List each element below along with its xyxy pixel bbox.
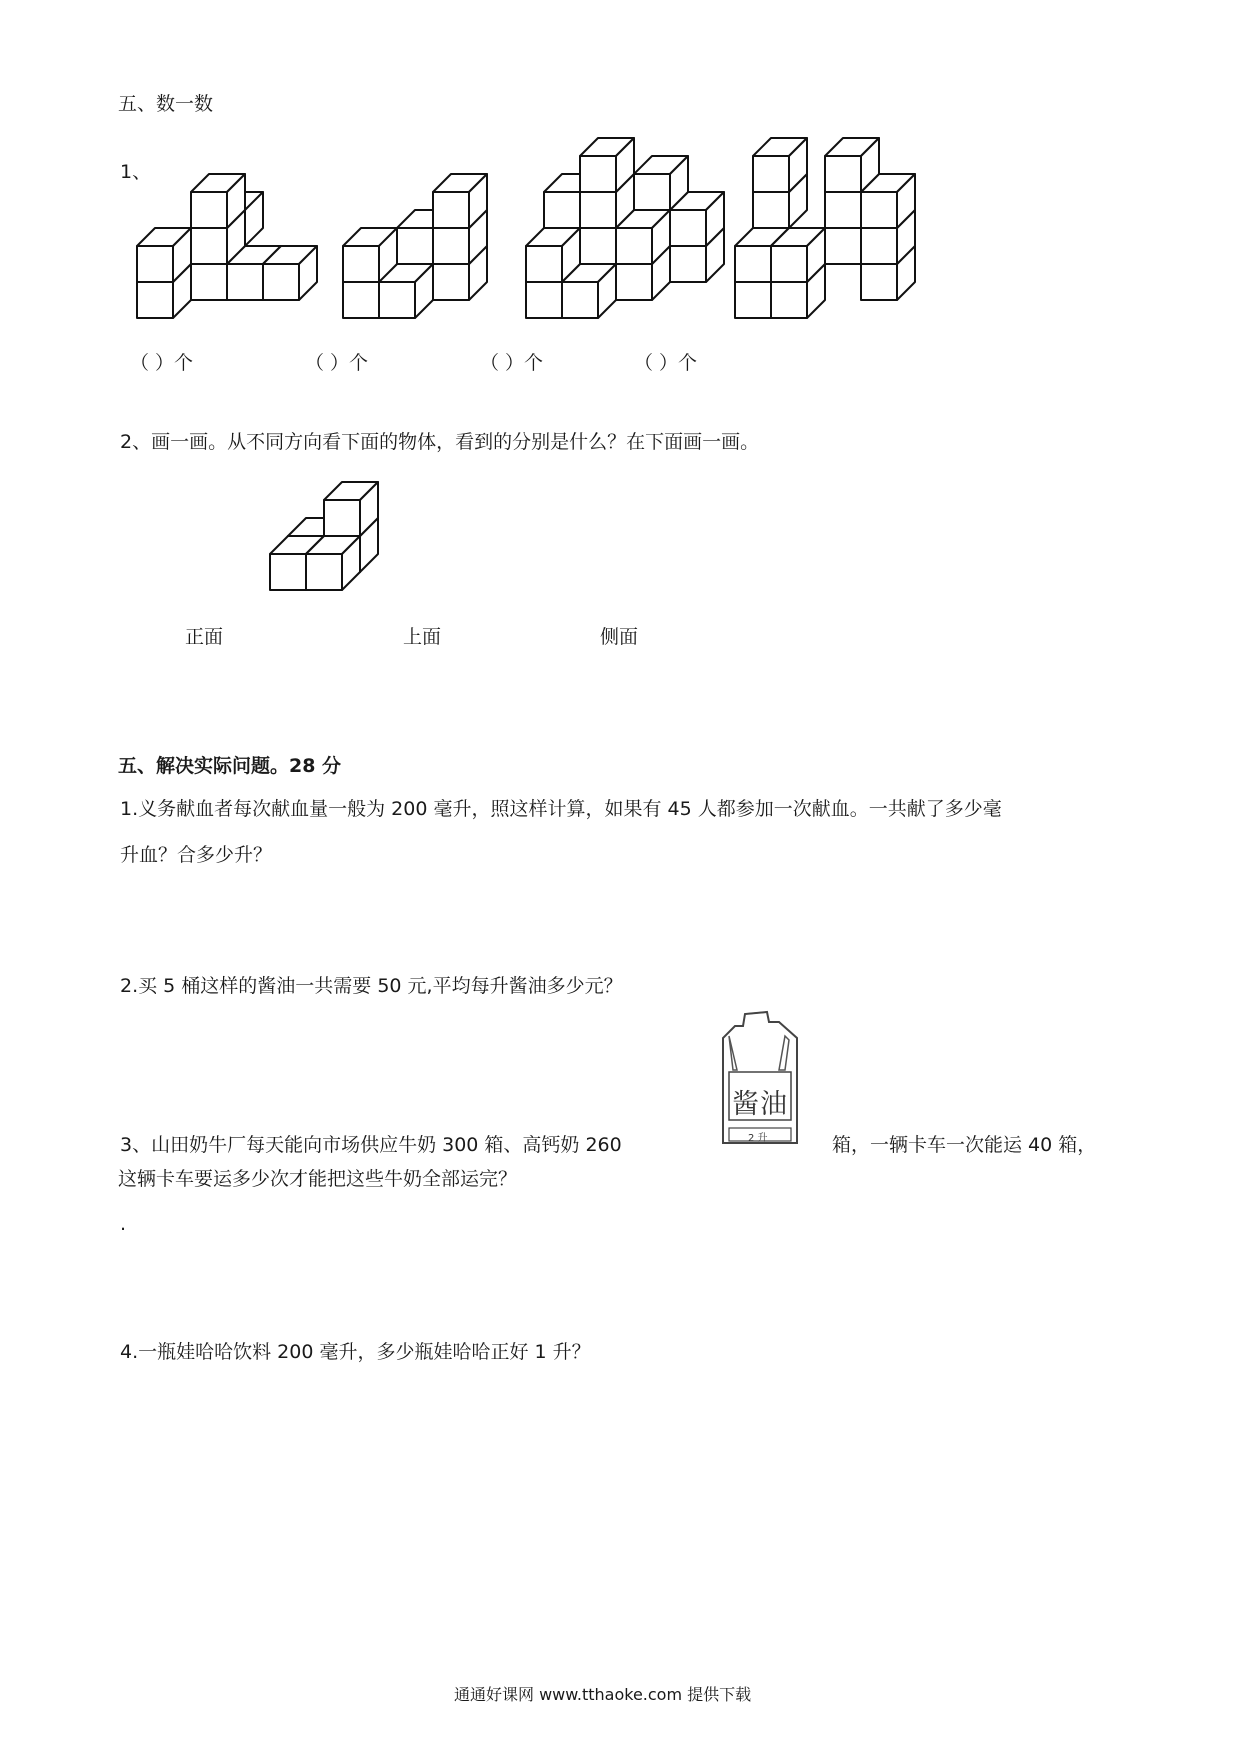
fig2-cube-5 — [343, 264, 397, 318]
view-label-top: 上面 — [403, 626, 442, 648]
footer-credit: 通通好课网 www.tthaoke.com 提供下载 — [454, 1685, 752, 1704]
fig4-cube-11 — [771, 228, 825, 282]
fig1-cube-3 — [263, 246, 317, 300]
fig2-cube-2 — [397, 210, 451, 264]
fig2-cube-1 — [433, 246, 487, 300]
section-problems-title: 五、解决实际问题。28 分 — [118, 755, 342, 777]
fig4-cube-1 — [825, 210, 879, 264]
fig4-cube-8 — [735, 264, 789, 318]
answer-blank-1: （ ）个 — [130, 352, 194, 374]
fig5-cube-4 — [306, 536, 360, 590]
fig2-cube-3 — [433, 210, 487, 264]
answer-blank-3: （ ）个 — [480, 352, 544, 374]
fig4-cube-7 — [825, 138, 879, 192]
bottle-label: 酱油 — [732, 1089, 788, 1120]
answer-blank-4: （ ）个 — [634, 352, 698, 374]
fig4-cube-6 — [753, 138, 807, 192]
fig3-cube-1 — [670, 192, 724, 246]
fig3-cube-6 — [544, 174, 598, 228]
problem-3-part-2: 箱，一辆卡车一次能运 40 箱， — [832, 1134, 1097, 1156]
problem-1-line-1: 1.义务献血者每次献血量一般为 200 毫升，照这样计算，如果有 45 人都参加一次献血。一共献了多少毫 — [120, 798, 1002, 820]
section-count-title: 五、数一数 — [118, 93, 214, 115]
fig2-cube-7 — [343, 228, 397, 282]
fig5-cube-2 — [324, 482, 378, 536]
fig1-cube-7 — [137, 228, 191, 282]
fig1-cube-5 — [191, 174, 245, 228]
bottle-icon — [715, 1008, 805, 1148]
problem-2-text: 2.买 5 桶这样的酱油一共需要 50 元,平均每升酱油多少元？ — [120, 975, 623, 997]
problem-1-line-2: 升血？合多少升？ — [120, 844, 273, 866]
fig3-cube-10 — [562, 264, 616, 318]
fig1-cube-0 — [209, 192, 263, 246]
bottle-volume: 2 升 — [748, 1133, 768, 1144]
view-label-front: 正面 — [185, 626, 224, 648]
fig1-cube-4 — [191, 210, 245, 264]
fig5-cube-3 — [270, 536, 324, 590]
fig4-cube-2 — [861, 210, 915, 264]
fig4-cube-5 — [861, 174, 915, 228]
fig3-cube-7 — [580, 174, 634, 228]
fig3-cube-5 — [616, 210, 670, 264]
question-draw-text: 2、画一画。从不同方向看下面的物体，看到的分别是什么？在下面画一画。 — [120, 431, 760, 453]
soy-sauce-bottle — [715, 1008, 805, 1148]
fig3-cube-2 — [634, 156, 688, 210]
fig2-cube-0 — [397, 246, 451, 300]
question-number: 1、 — [120, 161, 152, 183]
answer-blank-2: （ ）个 — [305, 352, 369, 374]
problem-3-line-2: 这辆卡车要运多少次才能把这些牛奶全部运完？ — [118, 1168, 518, 1190]
problem-3-part-1: 3、山田奶牛厂每天能向市场供应牛奶 300 箱、高钙奶 260 — [120, 1134, 622, 1156]
fig3-cube-4 — [580, 210, 634, 264]
fig4-cube-3 — [753, 174, 807, 228]
problem-3-mark: . — [120, 1213, 127, 1235]
view-label-side: 侧面 — [600, 626, 639, 648]
fig5-cube-0 — [288, 518, 342, 572]
fig4-cube-9 — [771, 264, 825, 318]
fig2-cube-4 — [433, 174, 487, 228]
fig3-cube-9 — [526, 264, 580, 318]
fig4-cube-10 — [735, 228, 789, 282]
fig2-cube-6 — [379, 264, 433, 318]
fig1-cube-6 — [137, 264, 191, 318]
fig3-cube-3 — [616, 246, 670, 300]
fig5-cube-1 — [324, 518, 378, 572]
fig1-cube-2 — [227, 246, 281, 300]
problem-4-text: 4.一瓶娃哈哈饮料 200 毫升，多少瓶娃哈哈正好 1 升？ — [120, 1341, 591, 1363]
fig3-cube-0 — [670, 228, 724, 282]
fig3-cube-11 — [526, 228, 580, 282]
fig4-cube-0 — [861, 246, 915, 300]
fig4-cube-4 — [825, 174, 879, 228]
fig1-cube-1 — [191, 246, 245, 300]
fig3-cube-8 — [580, 138, 634, 192]
